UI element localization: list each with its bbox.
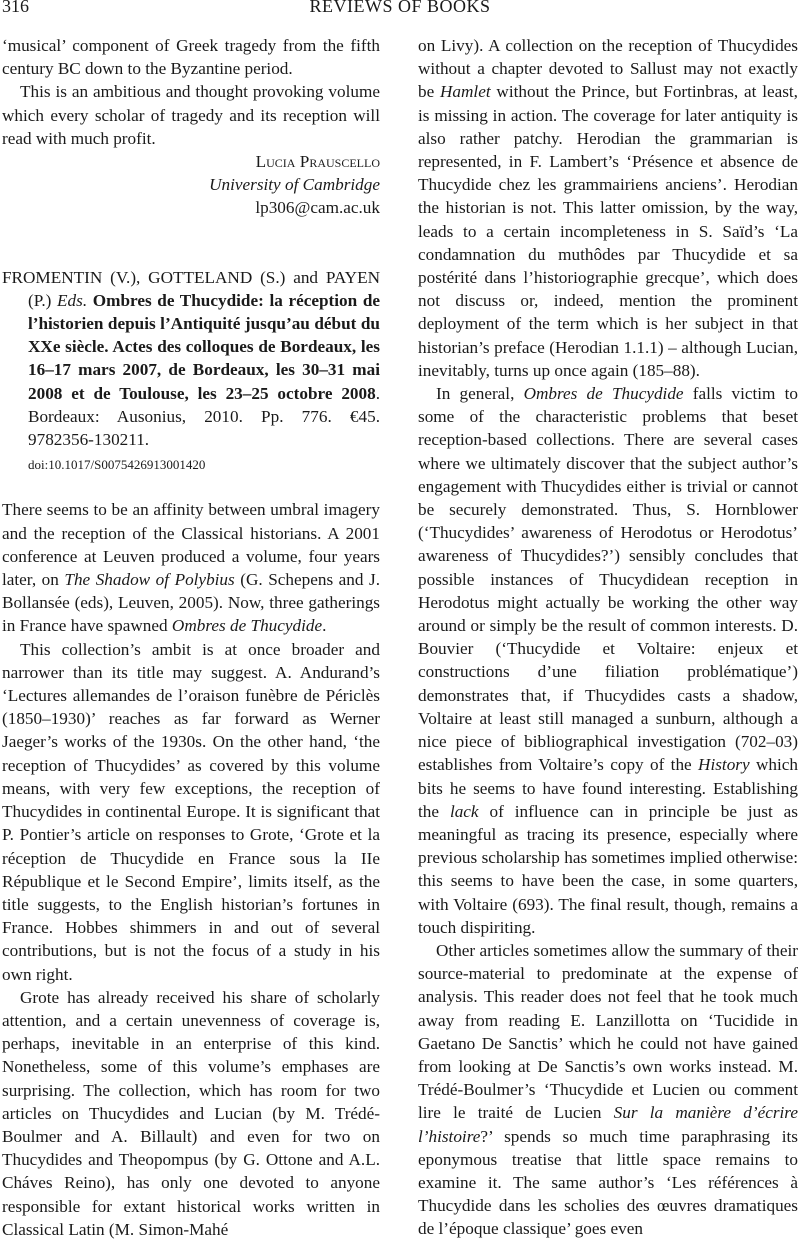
reviewer-email[interactable]: lp306@cam.ac.uk xyxy=(255,198,380,218)
review-paragraph-2: This collection’s ambit is at once broader and narrower than its title may suggest. A. Andurand’s ‘Lectures allemandes de l’oraison funèbre de Périclès (1850–1930)’ reaches as far forward as Werner Jaeger’s works of the 1930s. On the other hand, ‘the reception of Thucydides’ as covered by this volume means, with very few exceptions, the reception of Thucydides in continental Europe. It is significant that P. Pontier’s article on responses to Grote, ‘Grote et la réception de Thucydide en France sous la IIe République et le Second Empire’, limits itself, as the title suggests, to the English historian’s fortunes in France. Hobbes shimmers in and out of several contributions, but is not the focus of a study in his own right. xyxy=(2,639,380,984)
review-paragraph-3-continued: on Livy). A collection on the reception of Thucydides without a chapter devoted to Sallust may not exactly be Hamlet without the Prince, but Fortinbras, at least, is missing in action. The coverage for later antiquity is also rather patchy. Herodian the grammarian is represented, in F. Lambert’s ‘Présence et absence de Thucydide chez les grammairiens anciens’. Herodian the historian is not. This latter omission, by the way, leads to a certain incompleteness in S. Saïd’s ‘La condamnation du muthôdes par Thucydide et sa postérité dans l’historiographie grecque’, which does not discuss or, indeed, mention the prominent deployment of the term which is her subject in that historian’s preface (Herodian 1.1.1) – although Lucian, inevitably, turns up once again (185–88). xyxy=(418,36,798,380)
eds-label: Eds. xyxy=(57,290,88,310)
page-header xyxy=(0,0,800,18)
reviewer-affiliation: University of Cambridge xyxy=(209,175,380,195)
review-paragraph-5: Other articles sometimes allow the summary of their source-material to predominate at the expense of analysis. This reader does not feel that he took much away from reading E. Lanzillotta on ‘Tucidide in Gaetano De Sanctis’ which he could not have gained from looking at De Sanctis’s own works instead. M. Trédé-Boulmer’s ‘Thucydide et Lucien ou comment lire le traité de Lucien Sur la manière d’écrire l’histoire?’ spends so much time paraphrasing its eponymous treatise that little space remains to examine it. The same author’s ‘Les références à Thucydide dans les scholies des œuvres dramatiques de l’époque classique’ goes even xyxy=(418,940,798,1239)
review-paragraph-3: Grote has already received his share of scholarly attention, and a certain unevenness of coverage is, perhaps, inevitable in an enterprise of this kind. Nonetheless, some of this volume’s emphases are surprising. The collection, which has room for two articles on Thucydides and Lucian (by M. Trédé-Boulmer and A. Billault) and even for two on Thucydides and Theopompus (by G. Ottone and A.L. Cháves Reino), has only one devoted to anyone responsible for extant historical works written in Classical Latin (M. Simon-Mahé xyxy=(2,987,380,1239)
review-paragraph-4: In general, Ombres de Thucydide falls victim to some of the characteristic problems that beset reception-based collections. There are several cases where we ultimately discover that the subject author’s engagement with Thucydides either is trivial or cannot be securely demonstrated. Thus, S. Hornblower (‘Thucydides’ awareness of Herodotus or Herodotus’ awareness of Thucydides?’) sensibly concludes that possible instances of Thucydidean reception in Herodotus might actually be working the other way around or simply be the result of common interests. D. Bouvier (‘Thucydide et Voltaire: enjeux et constructions d’une filiation problématique’) demonstrates that, if Thucydides casts a shadow, Voltaire at least still managed a sunburn, although a nice piece of bibliographical investigation (702–03) establishes from Voltaire’s copy of the History which bits he seems to have found interesting. Establishing the lack of influence can in principle be just as meaningful as tracing its presence, especially where previous scholarship has sometimes implied otherwise: this seems to have been the case, in some quarters, with Voltaire (693). The final result, though, remains a touch dispiriting. xyxy=(418,384,798,937)
left-column xyxy=(2,34,380,1241)
page-number: 316 xyxy=(2,0,29,16)
previous-review-conclusion: This is an ambitious and thought provoking volume which every scholar of tragedy and its reception will read with much profit. xyxy=(2,82,380,148)
bibliographic-entry xyxy=(2,266,380,452)
review-paragraph-1: There seems to be an affinity between umbral imagery and the reception of the Classical historians. A 2001 conference at Leuven produced a volume, four years later, on The Shadow of Polybius (G. Schepens and J. Bollansée (eds), Leuven, 2005). Now, three gatherings in France have spawned Ombres de Thucydide. xyxy=(2,500,380,636)
reviewer-name: Lucia Prauscello xyxy=(255,152,380,172)
previous-review-tail: ‘musical’ component of Greek tragedy from the fifth century BC down to the Byzantine period. xyxy=(2,36,380,79)
book-title: Ombres de Thucydide: la réception de l’historien depuis l’Antiquité jusqu’au début du XXe siècle. Actes des colloques de Bordeaux, les 16–17 mars 2007, de Bordeaux, les 30–31 mai 2008 et de Toulouse, les 23–25 octobre 2008 xyxy=(28,290,381,403)
running-head: REVIEWS OF BOOKS xyxy=(309,0,491,16)
right-column xyxy=(418,34,798,1241)
book-editors: FROMENTIN (V.), GOTTELAND (S.) and PAYEN (P.) xyxy=(2,267,380,310)
doi-link[interactable]: doi:10.1017/S0075426913001420 xyxy=(28,457,206,473)
publication-details: . Bordeaux: Ausonius, 2010. Pp. 776. €45. 9782356-130211. xyxy=(28,383,380,450)
